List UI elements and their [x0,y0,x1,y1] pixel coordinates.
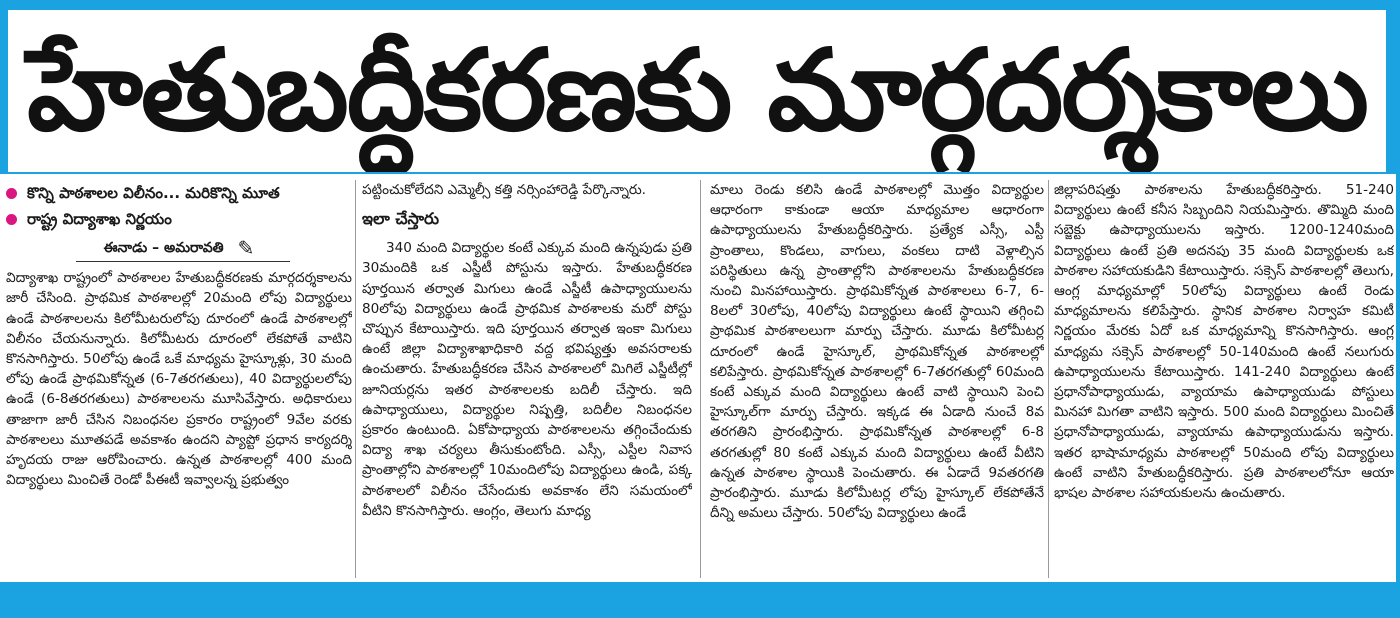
column-divider [1048,180,1049,578]
column-2-text: 340 మంది విద్యార్థుల కంటే ఎక్కువ మంది ఉన్నపుడు ప్రతి 30మందికి ఒక ఎస్జీటీ పోస్టును ఇస్తారు. హేతుబద్ధీకరణ పూర్తయిన తర్వాత మిగులు ఉండే ఎస్జీటీ ఉపాధ్యాయులను 80లోపు విద్యార్థులు ఉండే ప్రాథమిక పాఠశాలకు మరో పోస్టు చొప్పున కేటాయిస్తారు. ఇది పూర్తయిన తర్వాత ఇంకా మిగులు ఉంటే జిల్లా విద్యాశాఖాధికారి వద్ద భవిష్యత్తు అవసరాలకు ఉంచుతారు. హేతుబద్ధీకరణ చేసిన పాఠశాలలో మిగిలే ఎస్జీటీల్లో జూనియర్లను ఇతర పాఠశాలలకు బదిలీ చేస్తారు. ఇది ఉపాధ్యాయులు, విద్యార్థుల నిష్పత్తి, బదిలీల నిబంధనల ప్రకారం ఉంటుంది. ఏకోపాధ్యాయ పాఠశాలలను తగ్గించేందుకు విద్యా శాఖ చర్యలు తీసుకుంటోంది. ఎస్సీ, ఎస్టీల నివాస ప్రాంతాల్లోని పాఠశాలల్లో 10మందిలోపు విద్యార్థులు ఉండి, పక్క పాఠశాలలో విలీనం చేసేందుకు అవకాశం లేని సమయంలో వీటిని కొనసాగిస్తారు. ఆంగ్లం, తెలుగు మాధ్య [362,240,692,519]
column-1 [6,180,352,580]
headline: హేతుబద్ధీకరణకు మార్గదర్శకాలు [27,26,1367,156]
byline-underline [76,261,290,262]
column-4 [1054,180,1394,580]
column-2-lead: పట్టించుకోలేదని ఎమ్మెల్సీ కత్తి నర్సింహారెడ్డి పేర్కొన్నారు. [362,182,647,198]
bullet-icon [6,214,17,225]
headline-box [6,8,1388,174]
subhead-1-text: కొన్ని పాఠశాలల విలీనం... మరికొన్ని మూత [27,184,280,202]
byline [6,238,352,258]
subhead-1 [6,180,352,206]
article-body [0,174,1396,582]
column-3-text: మాలు రెండు కలిసి ఉండే పాఠశాలల్లో మొత్తం విద్యార్థుల ఆధారంగా కాకుండా ఆయా మాధ్యమాల ఆధారంగా ఉపాధ్యాయులను హేతుబద్ధీకరిస్తారు. ప్రత్యేక ఎస్సీ, ఎస్టీ ప్రాంతాలు, కొండలు, వాగులు, వంకలు దాటి వెళ్లాల్సిన పరిస్థితులు ఉన్న ప్రాంతాల్లోని పాఠశాలలను హేతుబద్ధీకరణ నుంచి మినహాయిస్తారు. ప్రాథమికోన్నత పాఠశాలలు 6-7, 6-8లలో 30లోపు, 40లోపు విద్యార్థులు ఉంటే స్థాయిని తగ్గించి ప్రాథమిక పాఠశాలలుగా మార్పు చేస్తారు. మూడు కిలోమీటర్ల దూరంలో ఉండే హైస్కూల్, ప్రాథమికోన్నత పాఠశాలల్లో కలిపేస్తారు. ప్రాథమికోన్నత పాఠశాలల్లో 6-7తరగతుల్లో 60మంది కంటే ఎక్కువ మంది విద్యార్థులు ఉంటే వాటి స్థాయిని పెంచి హైస్కూల్‌గా మార్పు చేస్తారు. ఇక్కడ ఈ ఏడాది నుంచే 8వ తరగతిని ప్రారంభిస్తారు. ప్రాథమికోన్నత పాఠశాలల్లో 6-8 తరగతుల్లో 80 కంటే ఎక్కువ మంది విద్యార్థులు ఉంటే వీటిని ఉన్నత పాఠశాల స్థాయికి పెంచుతారు. ఈ ఏడాదే 9వతరగతి ప్రారంభిస్తారు. మూడు కిలోమీటర్ల లోపు హైస్కూల్ లేకపోతేనే దీన్ని అమలు చేస్తారు. 50లోపు విద్యార్థులు ఉండే [710,182,1044,522]
column-2 [362,180,692,580]
column-divider [700,180,701,578]
pen-icon: ✎ [237,236,255,260]
bullet-icon [6,188,17,199]
section-heading: ఇలా చేస్తారు [362,209,440,229]
byline-text: ఈనాడు – అమరావతి [103,240,224,256]
column-divider [355,180,356,578]
subhead-2-text: రాష్ట్ర విద్యాశాఖ నిర్ణయం [27,210,172,228]
column-3 [710,180,1044,580]
column-4-text: జిల్లాపరిషత్తు పాఠశాలను హేతుబద్ధీకరిస్తారు. 51-240 విద్యార్థులు ఉంటే కనీస సిబ్బందిని నియమిస్తారు. తొమ్మిది మంది సబ్జెక్టు ఉపాధ్యాయులను ఇస్తారు. 1200-1240మంది విద్యార్థులు ఉంటే ప్రతి అదనపు 35 మంది విద్యార్థులకు ఒక పాఠశాల సహాయకుడిని కేటాయిస్తారు. సక్సెస్ పాఠశాలల్లో తెలుగు, ఆంగ్ల మాధ్యమాల్లో 50లోపు విద్యార్థులు ఉంటే రెండు మాధ్యమాలను కలిపేస్తారు. స్థానిక పాఠశాల నిర్వాహ కమిటీ నిర్ణయం మేరకు ఏదో ఒక మాధ్యమాన్ని కొనసాగిస్తారు. ఆంగ్ల మాధ్యమ సక్సెస్ పాఠశాలల్లో 50-140మంది ఉంటే నలుగురు ఉపాధ్యాయులను కేటాయిస్తారు. 141-240 విద్యార్థులు ఉంటే ప్రధానోపాధ్యాయుడు, వ్యాయామ ఉపాధ్యాయుడు పోస్టులు మినహా మిగతా వాటిని ఇస్తారు. 500 మంది విద్యార్థులు మించితే ప్రధానోపాధ్యాయుడు, వ్యాయామ ఉపాధ్యాయుడును ఇస్తారు. ఇతర భాషామాధ్యమ పాఠశాలల్లో 50మంది లోపు విద్యార్థులు ఉంటే వాటిని హేతుబద్ధీకరిస్తారు. ప్రతి పాఠశాలలోనూ ఆయా భాషల పాఠశాల సహాయకులను ఉంచుతారు. [1054,182,1394,502]
column-1-text: విద్యాశాఖ రాష్ట్రంలో పాఠశాలల హేతుబద్ధీకరణకు మార్గదర్శకాలను జారీ చేసింది. ప్రాథమిక పాఠశాలల్లో 20మంది లోపు విద్యార్థులు ఉండే పాఠశాలలను కిలోమీటరులోపు దూరంలో ఉండే పాఠశాలల్లో విలీనం చేయనున్నారు. కిలోమీటరు దూరంలో లేకపోతే వాటిని కొనసాగిస్తారు. 50లోపు ఉండే ఒకే మాధ్యమ హైస్కూళ్లు, 30 మంది లోపు ఉండే ప్రాథమికోన్నత (6-7తరగతులు), 40 విద్యార్థులలోపు ఉండే (6-8తరగతులు) పాఠశాలలను మూసివేస్తారు. అధికారులు తాజాగా జారీ చేసిన నిబంధనల ప్రకారం రాష్ట్రంలో 9వేల వరకు పాఠశాలలు మూతపడే అవకాశం ఉందని ప్యాప్టో ప్రధాన కార్యదర్శి హృదయ రాజు ఆరోపించారు. ఉన్నత పాఠశాలల్లో 400 మంది విద్యార్థులు మించితే రెండో పీఈటీ ఇవ్వాలన్న ప్రభుత్వం [6,270,352,489]
subhead-2 [6,206,352,232]
